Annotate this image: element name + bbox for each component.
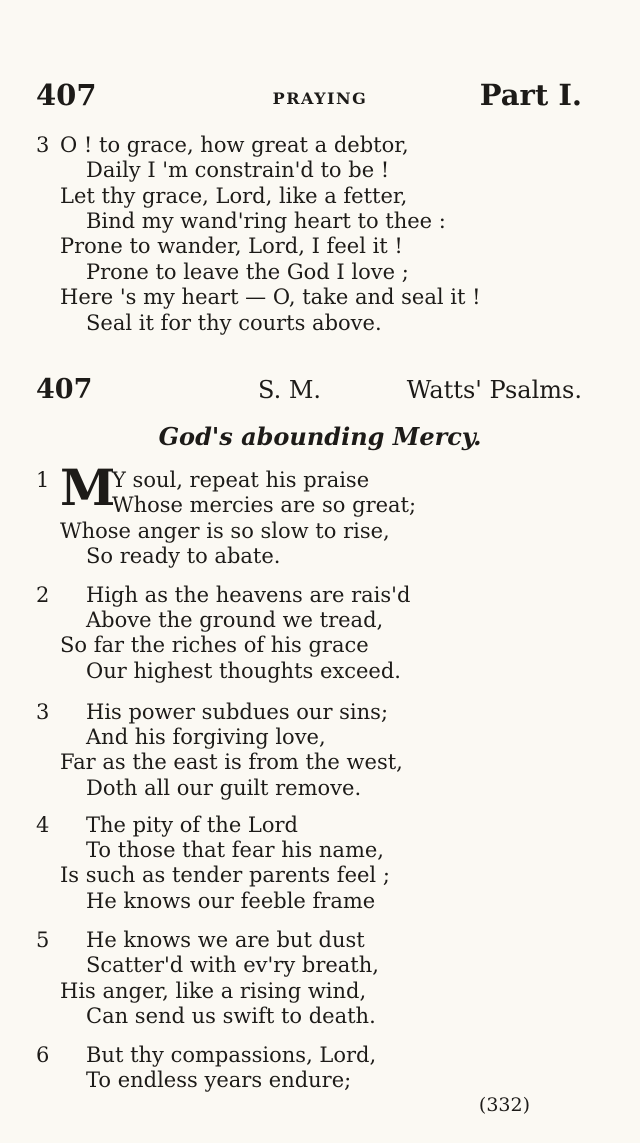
hymn-meter: S. M. <box>258 376 322 404</box>
hymn-heading <box>0 374 640 410</box>
verse-line: So far the riches of his grace <box>60 633 369 657</box>
verse-line: O ! to grace, how great a debtor, <box>60 133 409 157</box>
verse-line: Daily I 'm constrain'd to be ! <box>86 158 390 182</box>
verse-line: Doth all our guilt remove. <box>86 776 362 800</box>
verse-line: To those that fear his name, <box>86 838 384 862</box>
page-header <box>0 78 640 118</box>
verse-line: His anger, like a rising wind, <box>60 979 367 1003</box>
verse-line: Far as the east is from the west, <box>60 750 403 774</box>
verse-line: Prone to wander, Lord, I feel it ! <box>60 234 403 258</box>
header-hymn-number: 407 <box>36 78 97 112</box>
verse-line: Seal it for thy courts above. <box>86 311 382 335</box>
verse-line: The pity of the Lord <box>86 813 298 837</box>
verse-line: To endless years endure; <box>86 1068 352 1092</box>
verse-line: High as the heavens are rais'd <box>86 583 411 607</box>
verse-line: His power subdues our sins; <box>86 700 389 724</box>
verse-number: 2 <box>36 583 50 607</box>
verse-line: Scatter'd with ev'ry breath, <box>86 953 379 977</box>
verse-line: Bind my wand'ring heart to thee : <box>86 209 446 233</box>
verse-number: 3 <box>36 133 50 157</box>
verse-line: He knows our feeble frame <box>86 889 376 913</box>
verse-line: And his forgiving love, <box>86 725 326 749</box>
verse-number: 5 <box>36 928 50 952</box>
verse-line: But thy compassions, Lord, <box>86 1043 377 1067</box>
verse-line: So ready to abate. <box>86 544 281 568</box>
verse-line: Whose mercies are so great; <box>112 493 417 517</box>
verse-line: Prone to leave the God I love ; <box>86 260 409 284</box>
hymn-number: 407 <box>36 374 93 405</box>
verse-line: Is such as tender parents feel ; <box>60 863 390 887</box>
drop-cap: M <box>60 458 116 517</box>
page-number: (332) <box>478 1094 530 1116</box>
verse-line: He knows we are but dust <box>86 928 365 952</box>
hymn-subtitle: God's abounding Mercy. <box>158 422 482 451</box>
header-title: PRAYING <box>272 89 368 108</box>
verse-line: Can send us swift to death. <box>86 1004 376 1028</box>
verse-number: 4 <box>36 813 50 837</box>
verse-line: Above the ground we tread, <box>86 608 384 632</box>
header-part: Part I. <box>479 78 582 112</box>
verse-line: Let thy grace, Lord, like a fetter, <box>60 184 408 208</box>
verse-line: Whose anger is so slow to rise, <box>60 519 390 543</box>
hymn-source: Watts' Psalms. <box>406 376 582 404</box>
verse-line: Here 's my heart — O, take and seal it ! <box>60 285 481 309</box>
verse-number: 3 <box>36 700 50 724</box>
verse-line: Our highest thoughts exceed. <box>86 659 401 683</box>
verse-number: 6 <box>36 1043 50 1067</box>
verse-line: Y soul, repeat his praise <box>112 468 370 492</box>
verse-number: 1 <box>36 468 50 492</box>
